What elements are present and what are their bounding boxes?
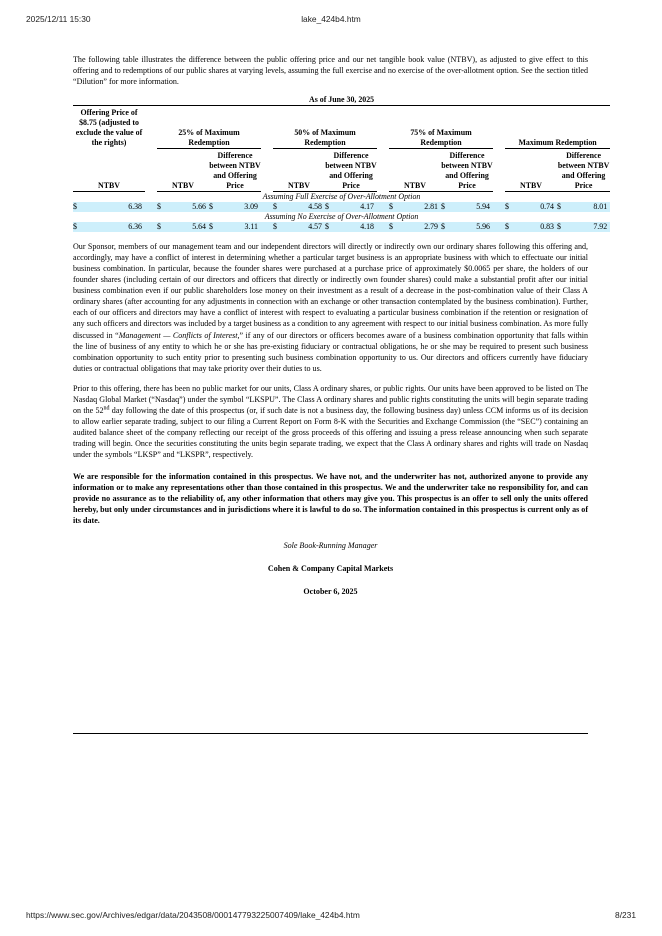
table-row-no-exercise xyxy=(73,222,610,232)
p2-text-b: ” if any of our directors or officers becomes aware of a business combination opportunity that falls within the line of business of any entity to which he or she has pre-existing fiduciary or contractual obligations, he or she may be required to present such business combination opportunity to such entity prior to presenting such business combination opportunity to us. Our directors and officers currently have fiduciary duties or contractual obligations that may take priority over their duties to us. xyxy=(73,330,589,373)
col-header-ntbv: NTBV xyxy=(389,148,441,191)
conflict-of-interest-paragraph xyxy=(73,241,588,374)
currency-symbol: $ xyxy=(505,222,513,232)
value-cell: 6.38 xyxy=(81,202,145,212)
col-header-ntbv: NTBV xyxy=(157,148,209,191)
col-header-difference: Difference between NTBV and Offering Price xyxy=(441,148,493,191)
value-cell: 4.57 xyxy=(281,222,325,232)
group-header-75: 75% of Maximum Redemption xyxy=(389,106,493,149)
group-header-50: 50% of Maximum Redemption xyxy=(273,106,377,149)
value-cell: 5.66 xyxy=(165,202,209,212)
col-header-difference: Difference between NTBV and Offering Price xyxy=(209,148,261,191)
col-header-ntbv: NTBV xyxy=(273,148,325,191)
currency-symbol: $ xyxy=(273,202,281,212)
currency-symbol: $ xyxy=(441,222,449,232)
p3-text-b: day following the date of this prospectus (or, if such date is not a business day, the following business day) unless CCM informs us of its decision to allow earlier separate trading, subject to our filing a Current Report on Form 8-K with the Securities and Exchange Commission (the “SEC”) containing an audited balance sheet of the company reflecting our receipt of the gross proceeds of this offering and issuing a press release announcing when such separate trading will begin. Once the securities constituting the units begin separate trading, we expect that the Class A ordinary shares and rights will trade on Nasdaq under the symbols “LKSP” and “LKSPR”, respectively. xyxy=(73,406,588,460)
currency-symbol: $ xyxy=(505,202,513,212)
currency-symbol: $ xyxy=(73,202,81,212)
manager-label: Sole Book-Running Manager xyxy=(283,541,378,551)
value-cell: 4.17 xyxy=(333,202,377,212)
value-cell: 2.81 xyxy=(397,202,441,212)
document-body xyxy=(73,54,610,597)
caption-no-exercise: Assuming No Exercise of Over-Allotment Option xyxy=(264,211,419,221)
value-cell: 5.96 xyxy=(449,222,493,232)
table-row-full-exercise xyxy=(73,202,610,212)
p2-cross-reference: Management — Conflicts of Interest, xyxy=(118,330,240,340)
prospectus-date: October 6, 2025 xyxy=(303,587,358,597)
currency-symbol: $ xyxy=(441,202,449,212)
col-header-difference: Difference between NTBV and Offering Price xyxy=(557,148,610,191)
currency-symbol: $ xyxy=(557,222,565,232)
col-header-ntbv: NTBV xyxy=(505,148,557,191)
value-cell: 3.11 xyxy=(217,222,261,232)
value-cell: 6.36 xyxy=(81,222,145,232)
ordinal-suffix: nd xyxy=(103,405,110,412)
intro-paragraph: The following table illustrates the difference between the public offering price and our net tangible book value (NTBV), as adjusted to give effect to this offering and to redemptions of our public shares at varying levels, assuming the full exercise and no exercise of the over-allotment option. See the section titled “Dilution” for more information. xyxy=(73,55,588,87)
value-cell: 3.09 xyxy=(217,202,261,212)
currency-symbol: $ xyxy=(209,222,217,232)
value-cell: 0.74 xyxy=(513,202,557,212)
value-cell: 4.18 xyxy=(333,222,377,232)
value-cell: 8.01 xyxy=(565,202,610,212)
print-doc-title: lake_424b4.htm xyxy=(301,14,361,24)
currency-symbol: $ xyxy=(389,202,397,212)
value-cell: 2.79 xyxy=(397,222,441,232)
bottom-divider xyxy=(73,733,588,734)
currency-symbol: $ xyxy=(157,202,165,212)
print-datetime: 2025/12/11 15:30 xyxy=(26,14,91,24)
currency-symbol: $ xyxy=(557,202,565,212)
offering-price-header: Offering Price of $8.75 (adjusted to exclude the value of the rights) xyxy=(75,108,143,148)
p2-text-a: Our Sponsor, members of our management team and our independent directors will directly or indirectly own our ordinary shares following this offering and, accordingly, may have a conflict of interest in determining whether a particular target business is an appropriate business with which to effectuate our initial business combination. In particular, because the founder shares were purchased at a purchase price of approximately $0.0065 per share, the holders of our founder shares (including certain of our directors and officers that directly or indirectly own founder shares) could make a substantial profit after our initial business combination even if our public shareholders lose money on their investment as a result of a decrease in the post-combination value of their Class A ordinary shares (after accounting for any adjustments in connection with an exchange or other transaction contemplated by the business combination). Further, each of our officers and directors may have a conflict of interest with respect to evaluating a particular business combination if the retention or resignation of any such officers and directors was included by a target business as a condition to any agreement with respect to our initial business combination. As more fully discussed in “ xyxy=(73,241,588,340)
ntbv-table xyxy=(73,95,610,232)
currency-symbol: $ xyxy=(73,222,81,232)
value-cell: 4.58 xyxy=(281,202,325,212)
currency-symbol: $ xyxy=(389,222,397,232)
print-page-number: 8/231 xyxy=(615,910,636,920)
as-of-header: As of June 30, 2025 xyxy=(73,95,610,106)
col-header-difference: Difference between NTBV and Offering Price xyxy=(325,148,377,191)
currency-symbol: $ xyxy=(157,222,165,232)
listing-paragraph xyxy=(73,383,588,461)
currency-symbol: $ xyxy=(273,222,281,232)
value-cell: 5.64 xyxy=(165,222,209,232)
currency-symbol: $ xyxy=(209,202,217,212)
currency-symbol: $ xyxy=(325,222,333,232)
group-header-25: 25% of Maximum Redemption xyxy=(157,106,261,149)
responsibility-statement: We are responsible for the information contained in this prospectus. We have not, and the underwriter has not, authorized anyone to provide any information or to make any representations other than those contained in this prospectus. We and the underwriter take no responsibility for, and can provide no assurance as to the reliability of, any other information that others may give you. This prospectus is an offer to sell only the units offered hereby, but only under circumstances and in jurisdictions where it is lawful to do so. The information contained in this prospectus is current only as of its date. xyxy=(73,471,588,525)
underwriter-name: Cohen & Company Capital Markets xyxy=(267,564,394,574)
value-cell: 5.94 xyxy=(449,202,493,212)
p3-text-a: Prior to this offering, there has been no public market for our units, Class A ordinary shares, or public rights. Our units have been approved to be listed on The Nasdaq Global Market (“Nasdaq”) under the symbol “LKSPU”. The Class A ordinary shares and public rights constituting the units will begin separate trading on the 52 xyxy=(73,383,588,416)
print-url: https://www.sec.gov/Archives/edgar/data/2043508/000147793225007409/lake_424b4.htm xyxy=(26,910,360,920)
col-header-ntbv: NTBV xyxy=(73,148,145,191)
value-cell: 7.92 xyxy=(565,222,610,232)
currency-symbol: $ xyxy=(325,202,333,212)
group-header-max: Maximum Redemption xyxy=(505,106,610,149)
caption-full-exercise: Assuming Full Exercise of Over-Allotment Option xyxy=(262,191,421,201)
value-cell: 0.83 xyxy=(513,222,557,232)
